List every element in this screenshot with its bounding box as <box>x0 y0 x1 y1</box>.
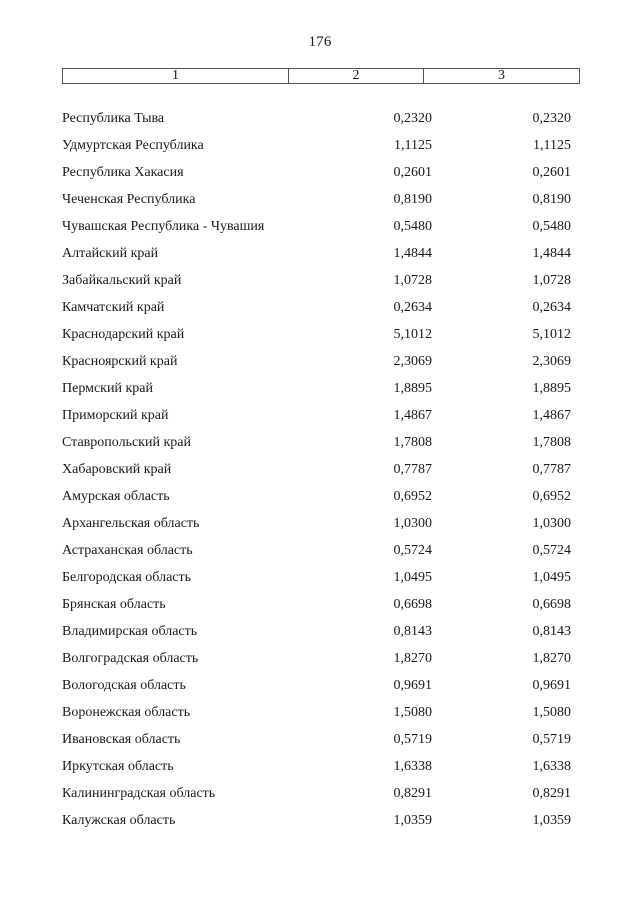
table-row <box>0 676 640 703</box>
value-col2: 1,0359 <box>393 813 432 828</box>
region-name: Пермский край <box>62 381 153 396</box>
value-col2: 0,2320 <box>393 111 432 126</box>
value-col2: 1,8895 <box>393 381 432 396</box>
value-col3: 0,2320 <box>532 111 571 126</box>
region-name: Владимирская область <box>62 624 198 639</box>
value-col2: 2,3069 <box>393 354 432 369</box>
value-col2: 0,5719 <box>393 732 432 747</box>
header-cell-col1: 1 <box>63 69 289 83</box>
value-col2: 0,6952 <box>393 489 432 504</box>
value-col2: 0,8190 <box>393 192 432 207</box>
value-col2: 1,0728 <box>393 273 432 288</box>
table-row <box>0 325 640 352</box>
region-name: Забайкальский край <box>62 273 182 288</box>
value-col3: 1,4867 <box>532 408 571 423</box>
value-col2: 0,2634 <box>393 300 432 315</box>
value-col2: 0,2601 <box>393 165 432 180</box>
value-col2: 0,8291 <box>393 786 432 801</box>
value-col3: 1,0359 <box>532 813 571 828</box>
table-row <box>0 109 640 136</box>
value-col2: 0,8143 <box>393 624 432 639</box>
table-row <box>0 541 640 568</box>
region-name: Астраханская область <box>62 543 193 558</box>
table-row <box>0 244 640 271</box>
value-col3: 0,6952 <box>532 489 571 504</box>
region-name: Удмуртская Республика <box>62 138 204 153</box>
value-col3: 1,8270 <box>532 651 571 666</box>
table-row <box>0 514 640 541</box>
value-col3: 0,5480 <box>532 219 571 234</box>
region-name: Камчатский край <box>62 300 165 315</box>
region-name: Брянская область <box>62 597 166 612</box>
region-name: Калининградская область <box>62 786 216 801</box>
value-col2: 1,0300 <box>393 516 432 531</box>
value-col3: 0,7787 <box>532 462 571 477</box>
value-col3: 1,8895 <box>532 381 571 396</box>
table-row <box>0 163 640 190</box>
header-cell-col3: 3 <box>498 68 505 83</box>
value-col2: 1,5080 <box>393 705 432 720</box>
value-col2: 0,5480 <box>393 219 432 234</box>
value-col3: 1,6338 <box>532 759 571 774</box>
region-name: Республика Хакасия <box>62 165 184 180</box>
region-name: Хабаровский край <box>62 462 172 477</box>
table-row <box>0 217 640 244</box>
value-col2: 0,6698 <box>393 597 432 612</box>
value-col2: 1,1125 <box>394 138 432 153</box>
value-col3: 1,0728 <box>532 273 571 288</box>
region-name: Архангельская область <box>62 516 200 531</box>
table-row <box>0 622 640 649</box>
region-name: Красноярский край <box>62 354 178 369</box>
region-name: Вологодская область <box>62 678 186 693</box>
value-col2: 5,1012 <box>393 327 432 342</box>
region-name: Волгоградская область <box>62 651 199 666</box>
value-col3: 1,0300 <box>532 516 571 531</box>
table-row <box>0 811 640 838</box>
table-row <box>0 298 640 325</box>
value-col2: 1,4844 <box>393 246 432 261</box>
region-name: Чувашская Республика - Чувашия <box>62 219 265 234</box>
value-col3: 0,5719 <box>532 732 571 747</box>
table-row <box>0 757 640 784</box>
table-row <box>0 730 640 757</box>
value-col3: 0,6698 <box>532 597 571 612</box>
value-col3: 1,4844 <box>532 246 571 261</box>
value-col2: 1,4867 <box>393 408 432 423</box>
region-name: Ставропольский край <box>62 435 191 450</box>
value-col3: 0,9691 <box>532 678 571 693</box>
table-row <box>0 487 640 514</box>
table-row <box>0 595 640 622</box>
table-body <box>0 109 640 838</box>
value-col3: 0,2634 <box>532 300 571 315</box>
value-col3: 1,1125 <box>533 138 571 153</box>
region-name: Воронежская область <box>62 705 191 720</box>
page-number: 176 <box>308 34 332 50</box>
region-name: Амурская область <box>62 489 170 504</box>
region-name: Иркутская область <box>62 759 174 774</box>
region-name: Калужская область <box>62 813 176 828</box>
value-col2: 1,7808 <box>393 435 432 450</box>
table-row <box>0 649 640 676</box>
value-col3: 2,3069 <box>532 354 571 369</box>
region-name: Республика Тыва <box>62 111 165 126</box>
region-name: Ивановская область <box>62 732 181 747</box>
value-col3: 1,0495 <box>532 570 571 585</box>
region-name: Приморский край <box>62 408 169 423</box>
value-col3: 0,8143 <box>532 624 571 639</box>
value-col2: 1,6338 <box>393 759 432 774</box>
table-row <box>0 433 640 460</box>
region-name: Краснодарский край <box>62 327 185 342</box>
value-col2: 1,0495 <box>393 570 432 585</box>
table-row <box>0 352 640 379</box>
table-row <box>0 136 640 163</box>
value-col3: 0,8291 <box>532 786 571 801</box>
region-name: Алтайский край <box>62 246 159 261</box>
value-col3: 0,8190 <box>532 192 571 207</box>
value-col2: 0,9691 <box>393 678 432 693</box>
value-col3: 1,7808 <box>532 435 571 450</box>
region-name: Чеченская Республика <box>62 192 196 207</box>
table-row <box>0 784 640 811</box>
value-col3: 0,2601 <box>532 165 571 180</box>
table-header-row <box>62 68 580 84</box>
table-row <box>0 190 640 217</box>
value-col2: 1,8270 <box>393 651 432 666</box>
region-name: Белгородская область <box>62 570 192 585</box>
value-col2: 0,7787 <box>393 462 432 477</box>
table-row <box>0 379 640 406</box>
value-col3: 0,5724 <box>532 543 571 558</box>
table-row <box>0 568 640 595</box>
table-row <box>0 460 640 487</box>
value-col2: 0,5724 <box>393 543 432 558</box>
value-col3: 1,5080 <box>532 705 571 720</box>
header-cell-col2: 2 <box>289 69 424 83</box>
value-col3: 5,1012 <box>532 327 571 342</box>
table-row <box>0 406 640 433</box>
table-row <box>0 271 640 298</box>
table-row <box>0 703 640 730</box>
